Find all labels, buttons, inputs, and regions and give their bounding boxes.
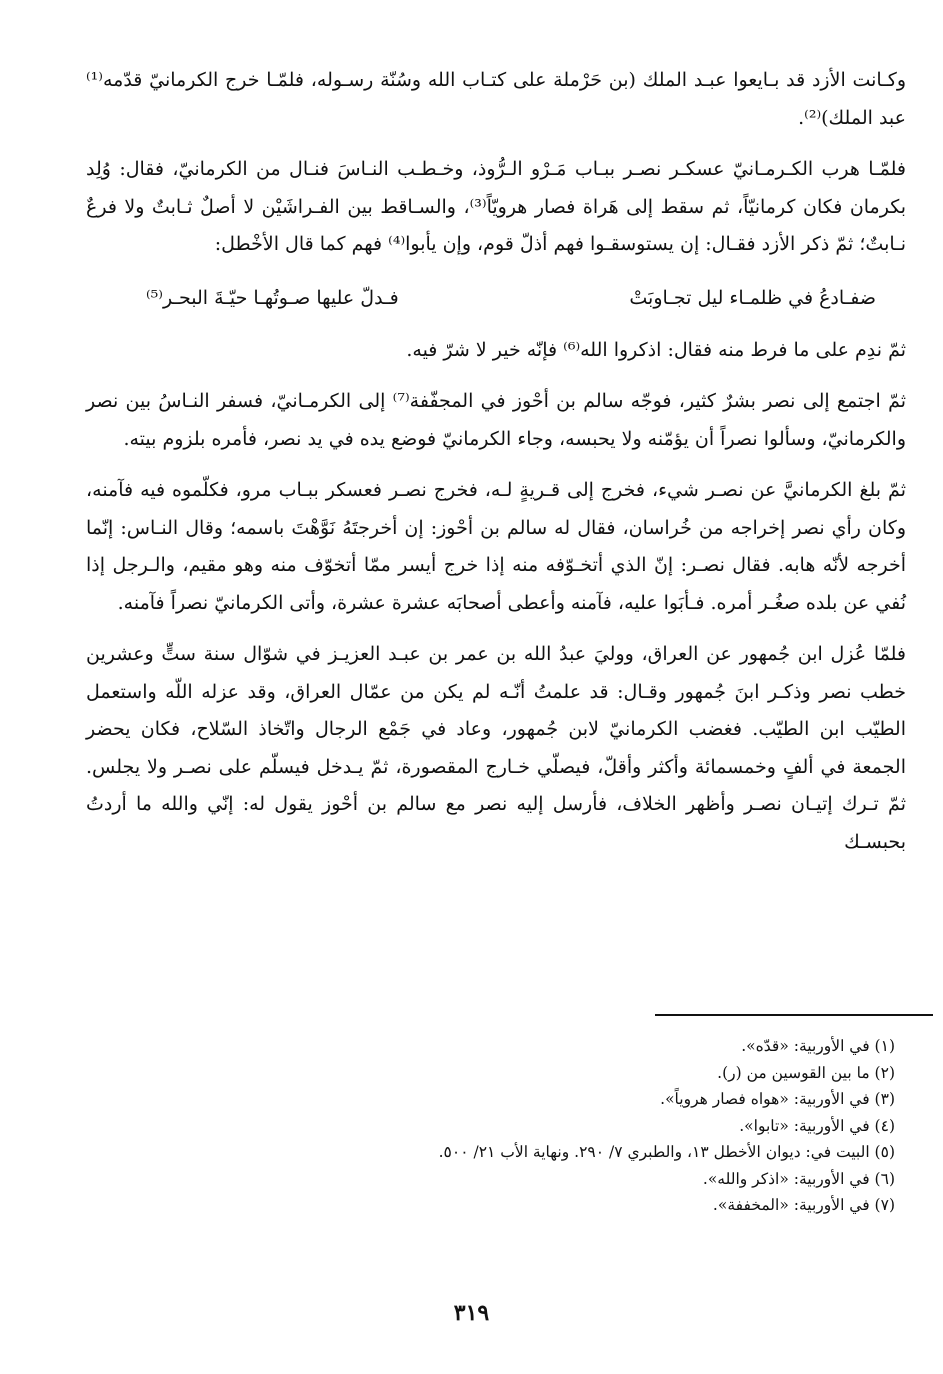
paragraph-1: وكـانت الأزد قد بـايعوا عبـد الملك (بن حَرْملة على كتـاب الله وسُنّة رسـوله، فلمّـا خرج الكرمانيّ قدّمه⁽¹⁾ عبد الملك)⁽²⁾. — [86, 69, 906, 129]
paragraph-4: ثمّ اجتمع إلى نصر بشرٌ كثير، فوجّه سالم بن أحْوز في المجفّفة⁽⁷⁾ إلى الكرمـانيّ، فسفر النـاسُ بين نصر والكرمانيّ، وسألوا نصراً أن يؤمّنه ولا يحبسه، وجاء الكرمانيّ فوضع يده في يد نصر، فأمره بلزوم بيته. — [86, 390, 906, 450]
verse-second-hemistich: فـدلّ عليها صـوتُهـا حيّـةَ البحـر⁽⁵⁾ — [146, 286, 399, 309]
footnote-4: (٤) في الأوربية: «تابوا». — [739, 1116, 895, 1135]
footnote-1: (١) في الأوربية: «قدّه». — [741, 1037, 895, 1055]
footnote-6: (٦) في الأوربية: «اذكر والله». — [702, 1169, 895, 1188]
page-number: ٣١٩ — [453, 1300, 490, 1326]
poem-verse — [86, 278, 906, 318]
footnote-divider — [655, 1014, 933, 1016]
footnote-5: (٥) البيت في: ديوان الأخطل ١٣، والطبري ٧/ ٢٩٠. ونهاية الأب ٢١/ ٥٠٠. — [438, 1143, 895, 1161]
paragraph-3: ثمّ ندِم على ما فرط منه فقال: اذكروا الله⁽⁶⁾ فإنّه خير لا شرّ فيه. — [406, 338, 906, 361]
paragraph-5: ثمّ بلغ الكرمانيَّ عن نصـر شيء، فخرج إلى قـريةٍ لـه، فخرج نصـر فعسكر ببـاب مرو، فكلّموه فيه فآمنه، وكان رأي نصر إخراجه من خُراسان، فقال له سالم بن أحْوز: إن أخرجتَهُ نَوَّهْتَ باسمه؛ وقال النـاس: إنّما أخرجه لأنّه هابه. فقال نصـر: إنّ الذي أتخـوّفه منه إذا خرج أيسر ممّا أتخوّف منه وهو مقيم، والـرجل إذا نُفي عن بلده صغُـر أمره. فـأبَوا عليه، فآمنه وأعطى أصحابَه عشرة عشرة، وأتى الكرمانيّ نصراً فآمنه. — [86, 479, 906, 614]
footnote-7: (٧) في الأوربية: «المخففة». — [712, 1196, 895, 1214]
footnotes — [135, 1033, 895, 1219]
main-text — [86, 62, 906, 875]
footnote-2: (٢) ما بين القوسين من (ر). — [717, 1063, 895, 1082]
paragraph-2: فلمّـا هرب الكـرمـانيّ عسكـر نصـر ببـاب مَـرْو الـرُّوذ، وخـطـب النـاسَ فنـال من الكرمانيّ، فقال: وُلِد بكرمان فكان كرمانيّاً، ثم سقط إلى هَراة فصار هرويّاً⁽³⁾، والسـاقط بين الفـراشَيْن لا أصلٌ ثـابتٌ ولا فرعٌ نـابتٌ؛ ثمّ ذكر الأزد فقـال: إن يستوسقـوا فهم أذلّ قوم، وإن يأبوا⁽⁴⁾ فهم كما قال الأخْطل: — [86, 158, 906, 255]
paragraph-6: فلمّا عُزل ابن جُمهور عن العراق، ووليَ عبدُ الله بن عمر بن عبـد العزيـز في شوّال سنة ستٍّ وعشرين خطب نصر وذكـر ابنَ جُمهور وقـال: قد علمتُ أنّـه لم يكن من عمّال العراق، وقد عزله اللّه واستعمل الطيّب ابن الطيّب. فغضب الكرمانيّ لابن جُمهور، وعاد في جَمْع الرجال واتّخاذ السّلاح، فكان يحضر الجمعة في ألفٍ وخمسمائة وأكثر وأقلّ، فيصلّي خـارج المقصورة، ثمّ يـدخل فيسلّم على نصـر ولا يجلس. ثمّ تـرك إتيـان نصـر وأظهر الخلاف، فأرسل إليه نصر مع سالم بن أحْوز يقول له: إنّي والله ما أردتُ بحبسـك — [86, 643, 906, 853]
verse-first-hemistich: ضفـادعُ في ظلمـاء ليل تجـاوبَتْ — [629, 286, 876, 309]
footnote-3: (٣) في الأوربية: «هواه فصار هروياً». — [660, 1090, 895, 1108]
